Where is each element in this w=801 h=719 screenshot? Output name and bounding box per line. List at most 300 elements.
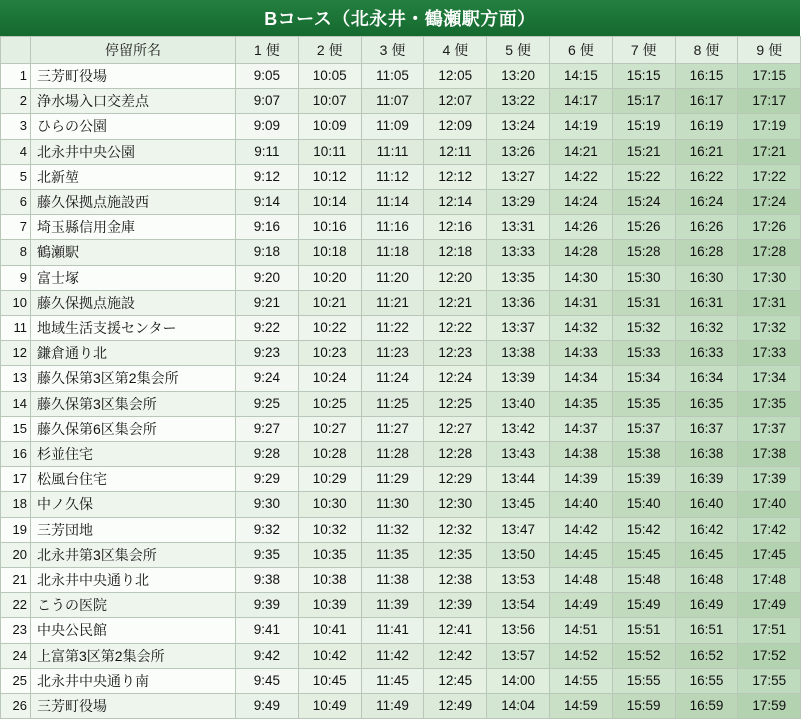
departure-time: 11:41 xyxy=(361,618,424,643)
departure-time: 10:42 xyxy=(298,643,361,668)
departure-time: 12:30 xyxy=(424,492,487,517)
stop-name: 三芳町役場 xyxy=(31,64,236,89)
header-trip-8: 8 便 xyxy=(675,37,738,64)
table-row xyxy=(1,416,801,441)
departure-time: 13:39 xyxy=(487,366,550,391)
departure-time: 17:24 xyxy=(738,190,801,215)
departure-time: 14:15 xyxy=(549,64,612,89)
stop-name: 上富第3区第2集会所 xyxy=(31,643,236,668)
departure-time: 9:24 xyxy=(236,366,299,391)
departure-time: 9:09 xyxy=(236,114,299,139)
departure-time: 12:07 xyxy=(424,89,487,114)
departure-time: 9:22 xyxy=(236,316,299,341)
departure-time: 14:52 xyxy=(549,643,612,668)
departure-time: 12:38 xyxy=(424,568,487,593)
departure-time: 15:17 xyxy=(612,89,675,114)
departure-time: 11:07 xyxy=(361,89,424,114)
departure-time: 11:39 xyxy=(361,593,424,618)
departure-time: 16:33 xyxy=(675,341,738,366)
departure-time: 11:21 xyxy=(361,290,424,315)
departure-time: 16:39 xyxy=(675,467,738,492)
departure-time: 16:17 xyxy=(675,89,738,114)
row-number: 10 xyxy=(1,290,31,315)
departure-time: 16:42 xyxy=(675,517,738,542)
departure-time: 14:33 xyxy=(549,341,612,366)
departure-time: 10:49 xyxy=(298,694,361,719)
row-number: 25 xyxy=(1,668,31,693)
table-header-row xyxy=(1,37,801,64)
stop-name: 鎌倉通り北 xyxy=(31,341,236,366)
departure-time: 17:55 xyxy=(738,668,801,693)
departure-time: 17:39 xyxy=(738,467,801,492)
departure-time: 12:20 xyxy=(424,265,487,290)
departure-time: 17:28 xyxy=(738,240,801,265)
departure-time: 10:24 xyxy=(298,366,361,391)
departure-time: 12:14 xyxy=(424,190,487,215)
departure-time: 15:49 xyxy=(612,593,675,618)
departure-time: 12:16 xyxy=(424,215,487,240)
departure-time: 13:45 xyxy=(487,492,550,517)
stop-name: こうの医院 xyxy=(31,593,236,618)
table-row xyxy=(1,618,801,643)
header-trip-5: 5 便 xyxy=(487,37,550,64)
table-row xyxy=(1,89,801,114)
table-row xyxy=(1,467,801,492)
row-number: 15 xyxy=(1,416,31,441)
departure-time: 14:42 xyxy=(549,517,612,542)
departure-time: 12:41 xyxy=(424,618,487,643)
departure-time: 17:26 xyxy=(738,215,801,240)
departure-time: 14:00 xyxy=(487,668,550,693)
departure-time: 10:09 xyxy=(298,114,361,139)
departure-time: 14:34 xyxy=(549,366,612,391)
departure-time: 15:48 xyxy=(612,568,675,593)
header-rownum xyxy=(1,37,31,64)
departure-time: 16:15 xyxy=(675,64,738,89)
page-title xyxy=(0,0,800,36)
departure-time: 15:33 xyxy=(612,341,675,366)
departure-time: 11:14 xyxy=(361,190,424,215)
departure-time: 14:31 xyxy=(549,290,612,315)
departure-time: 9:28 xyxy=(236,442,299,467)
departure-time: 11:29 xyxy=(361,467,424,492)
departure-time: 9:38 xyxy=(236,568,299,593)
departure-time: 13:53 xyxy=(487,568,550,593)
departure-time: 10:29 xyxy=(298,467,361,492)
departure-time: 9:11 xyxy=(236,139,299,164)
stop-name: 三芳団地 xyxy=(31,517,236,542)
departure-time: 12:27 xyxy=(424,416,487,441)
departure-time: 11:11 xyxy=(361,139,424,164)
departure-time: 13:20 xyxy=(487,64,550,89)
departure-time: 14:40 xyxy=(549,492,612,517)
departure-time: 13:44 xyxy=(487,467,550,492)
departure-time: 17:32 xyxy=(738,316,801,341)
departure-time: 13:22 xyxy=(487,89,550,114)
departure-time: 11:30 xyxy=(361,492,424,517)
departure-time: 16:37 xyxy=(675,416,738,441)
departure-time: 16:48 xyxy=(675,568,738,593)
departure-time: 14:04 xyxy=(487,694,550,719)
stop-name: 北永井中央通り南 xyxy=(31,668,236,693)
departure-time: 14:59 xyxy=(549,694,612,719)
row-number: 19 xyxy=(1,517,31,542)
departure-time: 13:40 xyxy=(487,391,550,416)
departure-time: 9:21 xyxy=(236,290,299,315)
table-row xyxy=(1,190,801,215)
departure-time: 17:31 xyxy=(738,290,801,315)
departure-time: 10:25 xyxy=(298,391,361,416)
departure-time: 17:49 xyxy=(738,593,801,618)
departure-time: 15:34 xyxy=(612,366,675,391)
departure-time: 16:28 xyxy=(675,240,738,265)
table-row xyxy=(1,492,801,517)
table-row xyxy=(1,64,801,89)
row-number: 16 xyxy=(1,442,31,467)
departure-time: 9:32 xyxy=(236,517,299,542)
row-number: 12 xyxy=(1,341,31,366)
stop-name: 埼玉縣信用金庫 xyxy=(31,215,236,240)
departure-time: 15:35 xyxy=(612,391,675,416)
departure-time: 17:59 xyxy=(738,694,801,719)
departure-time: 15:51 xyxy=(612,618,675,643)
row-number: 8 xyxy=(1,240,31,265)
departure-time: 10:35 xyxy=(298,542,361,567)
departure-time: 16:24 xyxy=(675,190,738,215)
departure-time: 11:23 xyxy=(361,341,424,366)
departure-time: 9:45 xyxy=(236,668,299,693)
departure-time: 11:09 xyxy=(361,114,424,139)
departure-time: 10:18 xyxy=(298,240,361,265)
departure-time: 11:49 xyxy=(361,694,424,719)
departure-time: 13:54 xyxy=(487,593,550,618)
row-number: 17 xyxy=(1,467,31,492)
departure-time: 10:16 xyxy=(298,215,361,240)
departure-time: 14:26 xyxy=(549,215,612,240)
header-trip-9: 9 便 xyxy=(738,37,801,64)
departure-time: 13:37 xyxy=(487,316,550,341)
departure-time: 11:20 xyxy=(361,265,424,290)
stop-name: 鶴瀬駅 xyxy=(31,240,236,265)
departure-time: 11:45 xyxy=(361,668,424,693)
departure-time: 12:12 xyxy=(424,164,487,189)
stop-name: 松風台住宅 xyxy=(31,467,236,492)
departure-time: 15:19 xyxy=(612,114,675,139)
row-number: 20 xyxy=(1,542,31,567)
departure-time: 12:05 xyxy=(424,64,487,89)
stop-name: 北永井第3区集会所 xyxy=(31,542,236,567)
row-number: 26 xyxy=(1,694,31,719)
page-title-text: Bコース（北永井・鶴瀬駅方面） xyxy=(264,9,536,29)
departure-time: 9:12 xyxy=(236,164,299,189)
stop-name: 地域生活支援センター xyxy=(31,316,236,341)
departure-time: 15:15 xyxy=(612,64,675,89)
stop-name: 北新堃 xyxy=(31,164,236,189)
departure-time: 17:19 xyxy=(738,114,801,139)
departure-time: 12:29 xyxy=(424,467,487,492)
departure-time: 13:57 xyxy=(487,643,550,668)
table-row xyxy=(1,215,801,240)
row-number: 13 xyxy=(1,366,31,391)
departure-time: 10:07 xyxy=(298,89,361,114)
departure-time: 9:35 xyxy=(236,542,299,567)
departure-time: 9:07 xyxy=(236,89,299,114)
table-body xyxy=(1,64,801,719)
departure-time: 16:26 xyxy=(675,215,738,240)
departure-time: 10:14 xyxy=(298,190,361,215)
stop-name: 富士塚 xyxy=(31,265,236,290)
departure-time: 14:38 xyxy=(549,442,612,467)
departure-time: 16:45 xyxy=(675,542,738,567)
departure-time: 16:21 xyxy=(675,139,738,164)
departure-time: 12:28 xyxy=(424,442,487,467)
stop-name: 藤久保第3区第2集会所 xyxy=(31,366,236,391)
departure-time: 17:15 xyxy=(738,64,801,89)
departure-time: 17:33 xyxy=(738,341,801,366)
row-number: 18 xyxy=(1,492,31,517)
departure-time: 14:22 xyxy=(549,164,612,189)
stop-name: 藤久保第3区集会所 xyxy=(31,391,236,416)
table-row xyxy=(1,668,801,693)
departure-time: 11:25 xyxy=(361,391,424,416)
departure-time: 15:21 xyxy=(612,139,675,164)
departure-time: 9:16 xyxy=(236,215,299,240)
departure-time: 14:19 xyxy=(549,114,612,139)
departure-time: 15:52 xyxy=(612,643,675,668)
table-header xyxy=(1,37,801,64)
table-row xyxy=(1,366,801,391)
departure-time: 10:30 xyxy=(298,492,361,517)
table-row xyxy=(1,643,801,668)
row-number: 21 xyxy=(1,568,31,593)
departure-time: 16:52 xyxy=(675,643,738,668)
departure-time: 10:28 xyxy=(298,442,361,467)
departure-time: 17:37 xyxy=(738,416,801,441)
departure-time: 16:31 xyxy=(675,290,738,315)
table-row xyxy=(1,442,801,467)
departure-time: 14:48 xyxy=(549,568,612,593)
departure-time: 15:28 xyxy=(612,240,675,265)
stop-name: 北永井中央公園 xyxy=(31,139,236,164)
departure-time: 13:29 xyxy=(487,190,550,215)
header-trip-2: 2 便 xyxy=(298,37,361,64)
departure-time: 15:24 xyxy=(612,190,675,215)
departure-time: 13:26 xyxy=(487,139,550,164)
departure-time: 11:27 xyxy=(361,416,424,441)
departure-time: 14:49 xyxy=(549,593,612,618)
table-row xyxy=(1,341,801,366)
departure-time: 13:36 xyxy=(487,290,550,315)
departure-time: 16:30 xyxy=(675,265,738,290)
stop-name: 藤久保拠点施設 xyxy=(31,290,236,315)
departure-time: 9:05 xyxy=(236,64,299,89)
departure-time: 11:35 xyxy=(361,542,424,567)
table-row xyxy=(1,265,801,290)
departure-time: 13:42 xyxy=(487,416,550,441)
departure-time: 12:21 xyxy=(424,290,487,315)
departure-time: 16:55 xyxy=(675,668,738,693)
departure-time: 14:32 xyxy=(549,316,612,341)
departure-time: 14:39 xyxy=(549,467,612,492)
departure-time: 17:42 xyxy=(738,517,801,542)
departure-time: 9:25 xyxy=(236,391,299,416)
row-number: 5 xyxy=(1,164,31,189)
departure-time: 14:35 xyxy=(549,391,612,416)
departure-time: 13:24 xyxy=(487,114,550,139)
departure-time: 10:32 xyxy=(298,517,361,542)
departure-time: 17:17 xyxy=(738,89,801,114)
departure-time: 10:41 xyxy=(298,618,361,643)
departure-time: 12:22 xyxy=(424,316,487,341)
departure-time: 13:27 xyxy=(487,164,550,189)
departure-time: 12:35 xyxy=(424,542,487,567)
departure-time: 17:30 xyxy=(738,265,801,290)
departure-time: 10:27 xyxy=(298,416,361,441)
header-trip-6: 6 便 xyxy=(549,37,612,64)
row-number: 23 xyxy=(1,618,31,643)
departure-time: 17:52 xyxy=(738,643,801,668)
table-row xyxy=(1,593,801,618)
departure-time: 9:49 xyxy=(236,694,299,719)
departure-time: 14:21 xyxy=(549,139,612,164)
departure-time: 14:30 xyxy=(549,265,612,290)
departure-time: 17:48 xyxy=(738,568,801,593)
departure-time: 15:38 xyxy=(612,442,675,467)
departure-time: 10:38 xyxy=(298,568,361,593)
departure-time: 14:24 xyxy=(549,190,612,215)
departure-time: 15:26 xyxy=(612,215,675,240)
departure-time: 15:42 xyxy=(612,517,675,542)
departure-time: 13:38 xyxy=(487,341,550,366)
row-number: 24 xyxy=(1,643,31,668)
departure-time: 13:47 xyxy=(487,517,550,542)
stop-name: 北永井中央通り北 xyxy=(31,568,236,593)
row-number: 1 xyxy=(1,64,31,89)
departure-time: 12:39 xyxy=(424,593,487,618)
departure-time: 12:09 xyxy=(424,114,487,139)
departure-time: 9:30 xyxy=(236,492,299,517)
departure-time: 10:45 xyxy=(298,668,361,693)
table-row xyxy=(1,517,801,542)
table-row xyxy=(1,391,801,416)
table-row xyxy=(1,694,801,719)
departure-time: 10:12 xyxy=(298,164,361,189)
departure-time: 15:30 xyxy=(612,265,675,290)
departure-time: 17:45 xyxy=(738,542,801,567)
departure-time: 13:33 xyxy=(487,240,550,265)
departure-time: 10:05 xyxy=(298,64,361,89)
row-number: 22 xyxy=(1,593,31,618)
departure-time: 15:31 xyxy=(612,290,675,315)
departure-time: 9:18 xyxy=(236,240,299,265)
departure-time: 10:20 xyxy=(298,265,361,290)
departure-time: 15:40 xyxy=(612,492,675,517)
departure-time: 16:22 xyxy=(675,164,738,189)
departure-time: 12:32 xyxy=(424,517,487,542)
departure-time: 15:37 xyxy=(612,416,675,441)
departure-time: 16:19 xyxy=(675,114,738,139)
departure-time: 14:45 xyxy=(549,542,612,567)
stop-name: 中ノ久保 xyxy=(31,492,236,517)
departure-time: 10:23 xyxy=(298,341,361,366)
departure-time: 17:22 xyxy=(738,164,801,189)
departure-time: 9:23 xyxy=(236,341,299,366)
departure-time: 12:11 xyxy=(424,139,487,164)
departure-time: 9:42 xyxy=(236,643,299,668)
departure-time: 10:22 xyxy=(298,316,361,341)
departure-time: 15:59 xyxy=(612,694,675,719)
departure-time: 16:49 xyxy=(675,593,738,618)
departure-time: 12:49 xyxy=(424,694,487,719)
departure-time: 17:35 xyxy=(738,391,801,416)
departure-time: 9:39 xyxy=(236,593,299,618)
departure-time: 14:17 xyxy=(549,89,612,114)
table-row xyxy=(1,240,801,265)
stop-name: 杉並住宅 xyxy=(31,442,236,467)
table-row xyxy=(1,542,801,567)
departure-time: 10:39 xyxy=(298,593,361,618)
departure-time: 16:32 xyxy=(675,316,738,341)
departure-time: 16:51 xyxy=(675,618,738,643)
departure-time: 12:45 xyxy=(424,668,487,693)
table-row xyxy=(1,164,801,189)
departure-time: 12:25 xyxy=(424,391,487,416)
departure-time: 16:40 xyxy=(675,492,738,517)
departure-time: 11:42 xyxy=(361,643,424,668)
departure-time: 12:42 xyxy=(424,643,487,668)
departure-time: 14:37 xyxy=(549,416,612,441)
departure-time: 11:22 xyxy=(361,316,424,341)
departure-time: 12:23 xyxy=(424,341,487,366)
departure-time: 15:55 xyxy=(612,668,675,693)
departure-time: 11:28 xyxy=(361,442,424,467)
departure-time: 9:29 xyxy=(236,467,299,492)
departure-time: 10:11 xyxy=(298,139,361,164)
row-number: 14 xyxy=(1,391,31,416)
row-number: 7 xyxy=(1,215,31,240)
bus-timetable xyxy=(0,36,801,719)
departure-time: 16:34 xyxy=(675,366,738,391)
departure-time: 13:31 xyxy=(487,215,550,240)
departure-time: 15:45 xyxy=(612,542,675,567)
departure-time: 11:24 xyxy=(361,366,424,391)
departure-time: 13:35 xyxy=(487,265,550,290)
table-row xyxy=(1,139,801,164)
row-number: 9 xyxy=(1,265,31,290)
departure-time: 10:21 xyxy=(298,290,361,315)
stop-name: 中央公民館 xyxy=(31,618,236,643)
header-trip-7: 7 便 xyxy=(612,37,675,64)
table-row xyxy=(1,568,801,593)
departure-time: 12:18 xyxy=(424,240,487,265)
departure-time: 14:28 xyxy=(549,240,612,265)
stop-name: 藤久保拠点施設西 xyxy=(31,190,236,215)
header-trip-1: 1 便 xyxy=(236,37,299,64)
departure-time: 15:32 xyxy=(612,316,675,341)
table-row xyxy=(1,290,801,315)
departure-time: 11:12 xyxy=(361,164,424,189)
table-row xyxy=(1,114,801,139)
departure-time: 16:35 xyxy=(675,391,738,416)
header-stop-name: 停留所名 xyxy=(31,37,236,64)
departure-time: 11:05 xyxy=(361,64,424,89)
header-trip-4: 4 便 xyxy=(424,37,487,64)
stop-name: ひらの公園 xyxy=(31,114,236,139)
row-number: 4 xyxy=(1,139,31,164)
departure-time: 11:16 xyxy=(361,215,424,240)
row-number: 11 xyxy=(1,316,31,341)
departure-time: 17:40 xyxy=(738,492,801,517)
